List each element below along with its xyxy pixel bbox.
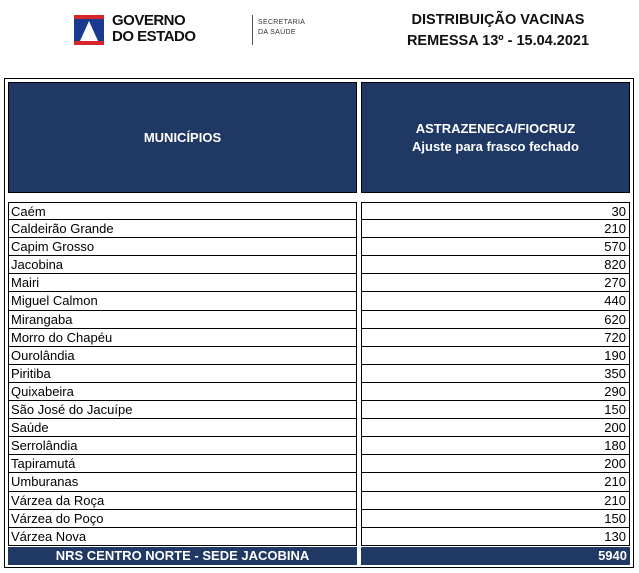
dose-count: 180	[361, 437, 630, 455]
table-row	[8, 274, 630, 292]
table-row	[8, 401, 630, 419]
total-value: 5940	[361, 547, 630, 565]
municipio-name: Morro do Chapéu	[8, 329, 357, 347]
municipio-name: Mairi	[8, 274, 357, 292]
municipio-name: Várzea da Roça	[8, 492, 357, 510]
municipio-name: Ourolândia	[8, 347, 357, 365]
dose-count: 820	[361, 256, 630, 274]
municipio-name: Umburanas	[8, 473, 357, 491]
municipio-name: São José do Jacuípe	[8, 401, 357, 419]
municipio-name: Várzea do Poço	[8, 510, 357, 528]
table-body	[8, 202, 630, 546]
dose-count: 290	[361, 383, 630, 401]
dose-count: 210	[361, 220, 630, 238]
dose-count: 30	[361, 202, 630, 220]
logo-do-estado-text: DO ESTADO	[112, 28, 196, 45]
column-header-vaccine-name: ASTRAZENECA/FIOCRUZ	[415, 120, 576, 136]
dose-count: 440	[361, 292, 630, 310]
dose-count: 150	[361, 510, 630, 528]
municipio-name: Miguel Calmon	[8, 292, 357, 310]
table-row	[8, 528, 630, 546]
municipio-name: Capim Grosso	[8, 238, 357, 256]
table-row	[8, 329, 630, 347]
table-row	[8, 365, 630, 383]
municipio-name: Quixabeira	[8, 383, 357, 401]
table-row	[8, 510, 630, 528]
column-header-vaccine	[361, 82, 630, 193]
dose-count: 570	[361, 238, 630, 256]
table-row	[8, 238, 630, 256]
table-row	[8, 492, 630, 510]
dose-count: 150	[361, 401, 630, 419]
total-label: NRS CENTRO NORTE - SEDE JACOBINA	[8, 547, 357, 565]
column-header-vaccine-note: Ajuste para frasco fechado	[412, 138, 579, 154]
document-subtitle: REMESSA 13º - 15.04.2021	[406, 33, 590, 49]
municipio-name: Saúde	[8, 419, 357, 437]
page-header	[0, 0, 639, 60]
dose-count: 620	[361, 311, 630, 329]
logo-governo-text: GOVERNO	[112, 12, 186, 29]
table-row	[8, 292, 630, 310]
column-header-municipios: MUNICÍPIOS	[8, 82, 357, 193]
municipio-name: Várzea Nova	[8, 528, 357, 546]
municipio-name: Tapiramutá	[8, 455, 357, 473]
dose-count: 210	[361, 473, 630, 491]
table-row	[8, 220, 630, 238]
dose-count: 350	[361, 365, 630, 383]
dose-count: 270	[361, 274, 630, 292]
logo-da-saude-text: DA SAÚDE	[258, 29, 296, 36]
table-row	[8, 256, 630, 274]
dose-count: 200	[361, 419, 630, 437]
dose-count: 210	[361, 492, 630, 510]
governo-bahia-logo	[74, 13, 314, 47]
document-title: DISTRIBUIÇÃO VACINAS	[411, 12, 585, 28]
logo-secretaria-text: SECRETARIA	[258, 19, 306, 26]
dose-count: 720	[361, 329, 630, 347]
municipio-name: Piritiba	[8, 365, 357, 383]
municipio-name: Caldeirão Grande	[8, 220, 357, 238]
dose-count: 130	[361, 528, 630, 546]
municipio-name: Serrolândia	[8, 437, 357, 455]
bahia-flag-icon	[74, 15, 104, 45]
table-row	[8, 455, 630, 473]
municipio-name: Mirangaba	[8, 311, 357, 329]
table-total-row	[8, 547, 630, 565]
logo-divider	[252, 15, 253, 45]
dose-count: 190	[361, 347, 630, 365]
table-row	[8, 437, 630, 455]
table-row	[8, 202, 630, 220]
table-row	[8, 347, 630, 365]
municipio-name: Jacobina	[8, 256, 357, 274]
dose-count: 200	[361, 455, 630, 473]
table-row	[8, 473, 630, 491]
table-row	[8, 311, 630, 329]
table-row	[8, 383, 630, 401]
table-row	[8, 419, 630, 437]
municipio-name: Caém	[8, 202, 357, 220]
